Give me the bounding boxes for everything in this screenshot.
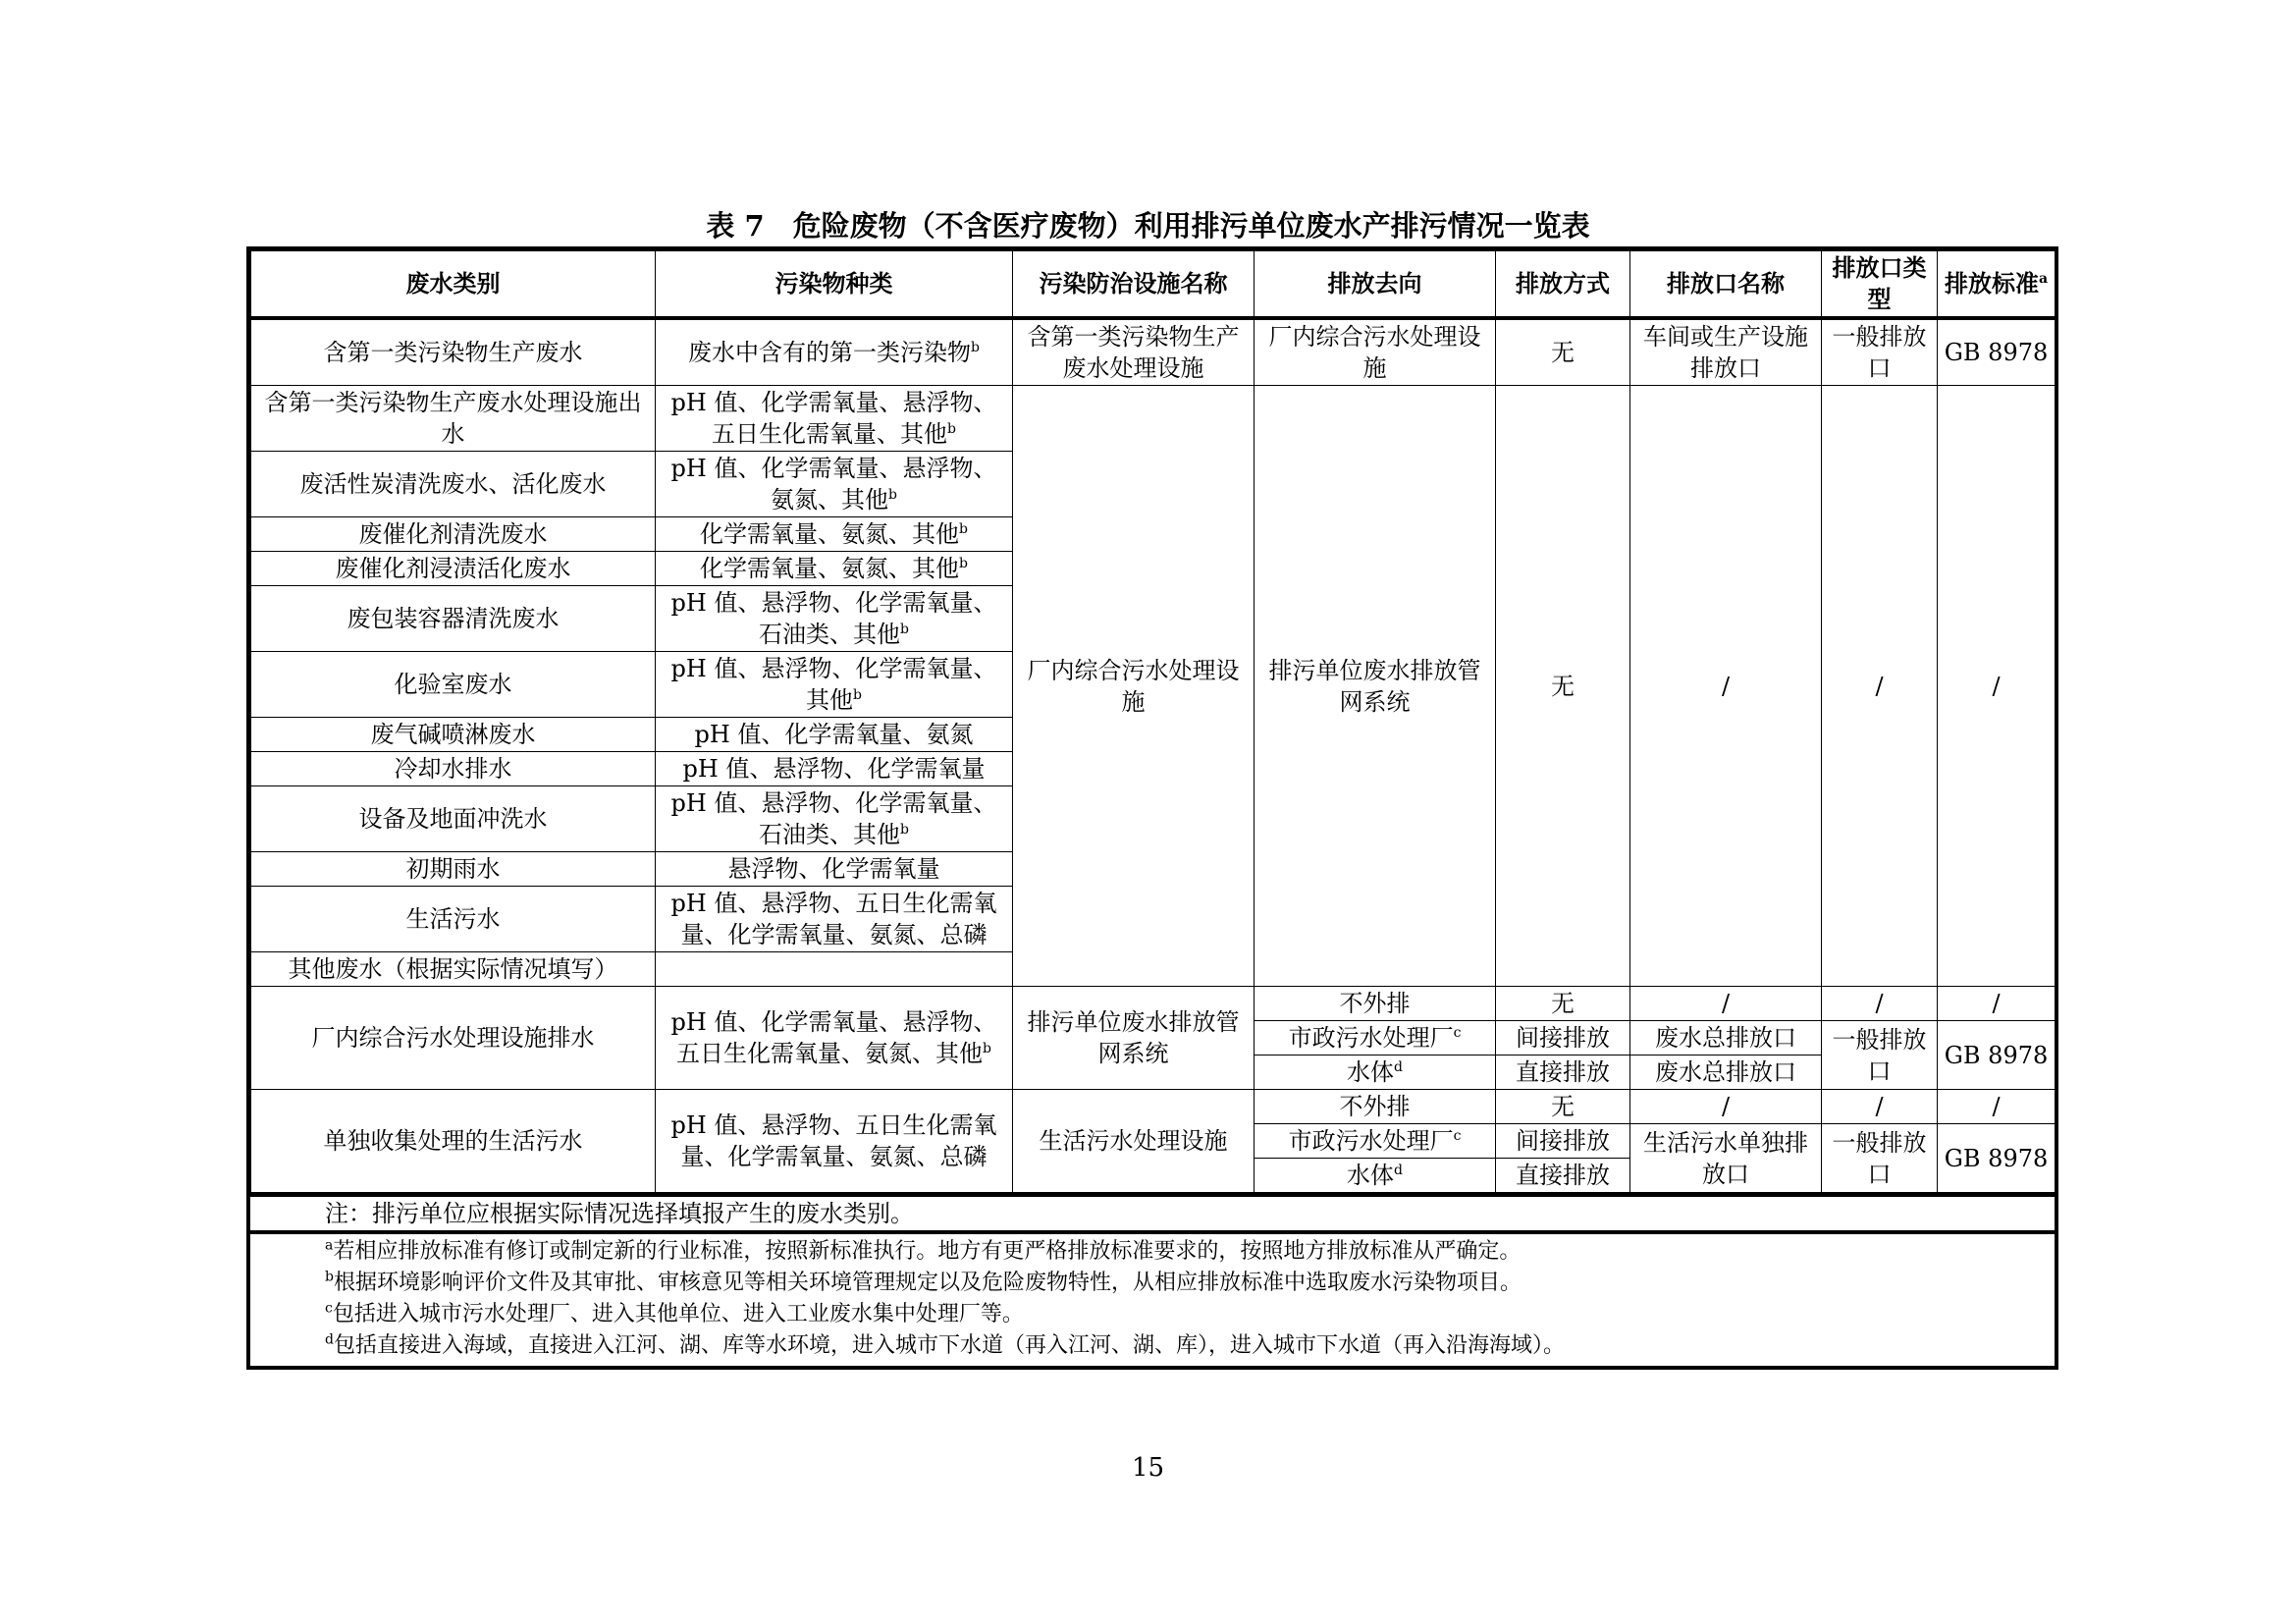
header-cell: 废水类别 — [251, 251, 656, 319]
discharge-standard: GB 8978 — [1938, 1021, 2056, 1090]
header-cell: 污染物种类 — [656, 251, 1013, 319]
outlet-name: 车间或生产设施排放口 — [1630, 318, 1822, 386]
discharge-mode: 无 — [1496, 318, 1630, 386]
outlet-name: / — [1630, 1090, 1822, 1124]
discharge-destination: 厂内综合污水处理设施 — [1255, 318, 1496, 386]
wastewater-type: 冷却水排水 — [251, 752, 656, 786]
treatment-facility: 含第一类污染物生产废水处理设施 — [1013, 318, 1255, 386]
discharge-standard: / — [1938, 1090, 2056, 1124]
treatment-facility: 生活污水处理设施 — [1013, 1090, 1255, 1193]
treatment-facility: 厂内综合污水处理设施 — [1013, 386, 1255, 987]
wastewater-type: 设备及地面冲洗水 — [251, 786, 656, 852]
header-cell: 排放标准$^a$ — [1938, 251, 2056, 319]
wastewater-type: 废催化剂清洗废水 — [251, 517, 656, 552]
discharge-mode: 直接排放 — [1496, 1159, 1630, 1193]
discharge-destination: 不外排 — [1255, 987, 1496, 1021]
discharge-destination: 市政污水处理厂$^c$ — [1255, 1021, 1496, 1056]
pollutants: pH 值、悬浮物、化学需氧量、石油类、其他$^b$ — [656, 786, 1013, 852]
table-body — [250, 250, 2056, 1193]
pollutants: pH 值、化学需氧量、悬浮物、五日生化需氧量、氨氮、其他$^b$ — [656, 987, 1013, 1090]
table-row — [251, 987, 2056, 1021]
wastewater-type: 废催化剂浸渍活化废水 — [251, 552, 656, 586]
wastewater-type: 废活性炭清洗废水、活化废水 — [251, 452, 656, 517]
wastewater-type: 含第一类污染物生产废水处理设施出水 — [251, 386, 656, 452]
pollutants: 废水中含有的第一类污染物$^b$ — [656, 318, 1013, 386]
wastewater-type: 废包装容器清洗废水 — [251, 586, 656, 652]
discharge-mode: 直接排放 — [1496, 1056, 1630, 1090]
discharge-mode: 间接排放 — [1496, 1021, 1630, 1056]
wastewater-type: 其他废水（根据实际情况填写） — [251, 952, 656, 987]
header-cell: 排放口名称 — [1630, 251, 1822, 319]
pollutants: pH 值、悬浮物、五日生化需氧量、化学需氧量、氨氮、总磷 — [656, 887, 1013, 952]
header-cell: 排放去向 — [1255, 251, 1496, 319]
table-row — [251, 386, 2056, 452]
footnote: $^b$根据环境影响评价文件及其审批、审核意见等相关环境管理规定以及危险废物特性，从相应排放标准中选取废水污染物项目。 — [325, 1269, 1522, 1295]
discharge-mode: 无 — [1496, 987, 1630, 1021]
pollutants: pH 值、悬浮物、化学需氧量 — [656, 752, 1013, 786]
pollutants: pH 值、悬浮物、五日生化需氧量、化学需氧量、氨氮、总磷 — [656, 1090, 1013, 1193]
page-number: 15 — [1131, 1453, 1165, 1483]
treatment-facility: 排污单位废水排放管网系统 — [1013, 987, 1255, 1090]
header-cell: 排放方式 — [1496, 251, 1630, 319]
outlet-type: 一般排放口 — [1822, 1021, 1938, 1090]
discharge-destination: 市政污水处理厂$^c$ — [1255, 1124, 1496, 1159]
header-row — [251, 251, 2056, 319]
footnote: $^a$若相应排放标准有修订或制定新的行业标准，按照新标准执行。地方有更严格排放标准要求的，按照地方排放标准从严确定。 — [325, 1237, 1522, 1264]
outlet-type: / — [1822, 1090, 1938, 1124]
discharge-standard: / — [1938, 386, 2056, 987]
wastewater-type: 含第一类污染物生产废水 — [251, 318, 656, 386]
discharge-destination: 排污单位废水排放管网系统 — [1255, 386, 1496, 987]
pollutants: 悬浮物、化学需氧量 — [656, 852, 1013, 887]
pollutants: pH 值、化学需氧量、悬浮物、五日生化需氧量、其他$^b$ — [656, 386, 1013, 452]
outlet-name: 废水总排放口 — [1630, 1021, 1822, 1056]
pollutants: pH 值、悬浮物、化学需氧量、其他$^b$ — [656, 652, 1013, 718]
pollutants: pH 值、化学需氧量、悬浮物、氨氮、其他$^b$ — [656, 452, 1013, 517]
outlet-type: / — [1822, 987, 1938, 1021]
pollutants — [656, 952, 1013, 987]
wastewater-type: 生活污水 — [251, 887, 656, 952]
wastewater-type: 化验室废水 — [251, 652, 656, 718]
outlet-type: 一般排放口 — [1822, 1124, 1938, 1193]
outlet-type: 一般排放口 — [1822, 318, 1938, 386]
discharge-mode: 无 — [1496, 1090, 1630, 1124]
wastewater-type: 初期雨水 — [251, 852, 656, 887]
header-cell: 排放口类型 — [1822, 251, 1938, 319]
pollutants: pH 值、化学需氧量、氨氮 — [656, 718, 1013, 752]
discharge-standard: / — [1938, 987, 2056, 1021]
table-row — [251, 1090, 2056, 1124]
discharge-destination: 不外排 — [1255, 1090, 1496, 1124]
discharge-standard: GB 8978 — [1938, 318, 2056, 386]
pollutants: 化学需氧量、氨氮、其他$^b$ — [656, 552, 1013, 586]
discharge-standard: GB 8978 — [1938, 1124, 2056, 1193]
table-caption: 表 7 危险废物（不含医疗废物）利用排污单位废水产排污情况一览表 — [706, 209, 1590, 243]
pollutants: 化学需氧量、氨氮、其他$^b$ — [656, 517, 1013, 552]
wastewater-type: 废气碱喷淋废水 — [251, 718, 656, 752]
discharge-destination: 水体$^d$ — [1255, 1056, 1496, 1090]
outlet-name: / — [1630, 987, 1822, 1021]
wastewater-type: 单独收集处理的生活污水 — [251, 1090, 656, 1193]
outlet-name: / — [1630, 386, 1822, 987]
discharge-mode: 间接排放 — [1496, 1124, 1630, 1159]
pollutants: pH 值、悬浮物、化学需氧量、石油类、其他$^b$ — [656, 586, 1013, 652]
wastewater-type: 厂内综合污水处理设施排水 — [251, 987, 656, 1090]
table-note: 注：排污单位应根据实际情况选择填报产生的废水类别。 — [250, 1193, 2055, 1230]
outlet-name: 废水总排放口 — [1630, 1056, 1822, 1090]
table-row — [251, 318, 2056, 386]
discharge-destination: 水体$^d$ — [1255, 1159, 1496, 1193]
footnotes — [250, 1230, 2055, 1366]
outlet-name: 生活污水单独排放口 — [1630, 1124, 1822, 1193]
footnote: $^c$包括进入城市污水处理厂、进入其他单位、进入工业废水集中处理厂等。 — [325, 1300, 1024, 1326]
outlet-type: / — [1822, 386, 1938, 987]
header-cell: 污染防治设施名称 — [1013, 251, 1255, 319]
discharge-table — [246, 246, 2058, 1370]
discharge-mode: 无 — [1496, 386, 1630, 987]
footnote: $^d$包括直接进入海域，直接进入江河、湖、库等水环境，进入城市下水道（再入江河、湖、库），进入城市下水道（再入沿海海域）。 — [325, 1331, 1565, 1358]
